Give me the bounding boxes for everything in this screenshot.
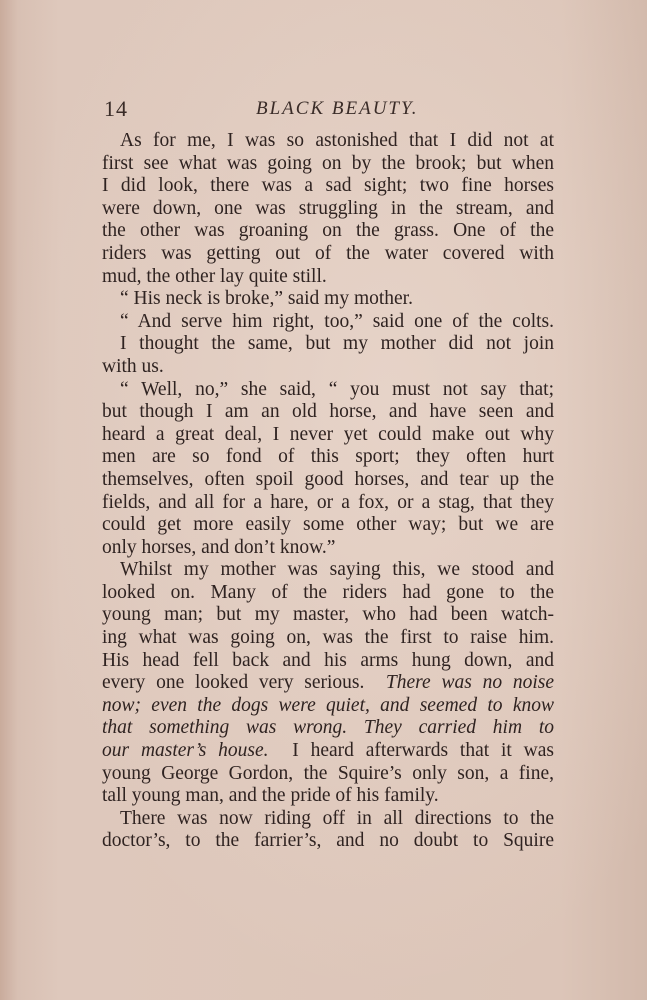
text-line: As for me, I was so astonished that I did not at	[120, 130, 554, 151]
text-line: only horses, and don’t know.”	[102, 536, 336, 558]
text-line: themselves, often spoil good horses, and tear up the	[102, 468, 554, 490]
text-line	[102, 672, 554, 695]
book-title: BLACK BEAUTY.	[256, 98, 419, 119]
text-line: tall young man, and the pride of his family.	[102, 785, 439, 807]
text-segment: every one looked very serious.	[102, 672, 365, 694]
text-line: first see what was going on by the brook; but when	[102, 152, 554, 174]
text-line: ing what was going on, was the first to raise him.	[102, 627, 554, 649]
text-line: young man; but my master, who had been watch-	[102, 604, 554, 626]
text-line: doctor’s, to the farrier’s, and no doubt to Squire	[102, 830, 554, 852]
body-text	[102, 130, 554, 853]
italic-segment: our master’s house.	[102, 740, 269, 762]
text-line: now; even the dogs were quiet, and seemed to know	[102, 694, 554, 716]
text-line: I thought the same, but my mother did not join	[120, 333, 554, 355]
text-line: Whilst my mother was saying this, we stood and	[120, 559, 554, 581]
text-line: were down, one was struggling in the stream, and	[102, 197, 554, 219]
text-line: with us.	[102, 355, 164, 377]
text-line: “ His neck is broke,” said my mother.	[120, 288, 413, 310]
text-line: “ And serve him right, too,” said one of the colts.	[120, 310, 554, 332]
text-line: There was now riding off in all directions to the	[120, 807, 554, 829]
text-line: mud, the other lay quite still.	[102, 265, 327, 287]
text-line: men are so fond of this sport; they often hurt	[102, 446, 554, 468]
text-line: that something was wrong. They carried him to	[102, 717, 554, 739]
text-line: but though I am an old horse, and have seen and	[102, 401, 554, 423]
italic-segment: There was no noise	[385, 672, 555, 694]
text-line: riders was getting out of the water covered with	[102, 242, 554, 264]
text-line: His head fell back and his arms hung down, and	[102, 649, 554, 671]
text-line: fields, and all for a hare, or a fox, or a stag, that they	[102, 491, 554, 513]
text-line: young George Gordon, the Squire’s only son, a fine,	[102, 762, 554, 784]
text-line: “ Well, no,” she said, “ you must not say that;	[120, 378, 554, 400]
text-line: heard a great deal, I never yet could make out why	[102, 423, 554, 445]
text-line: the other was groaning on the grass. One of the	[102, 220, 554, 242]
page-number: 14	[104, 96, 128, 121]
running-head	[104, 96, 556, 126]
text-line: looked on. Many of the riders had gone to the	[102, 581, 554, 603]
text-line: I did look, there was a sad sight; two fine horses	[102, 175, 554, 197]
text-segment: I heard afterwards that it was	[292, 740, 555, 762]
text-line	[102, 740, 554, 763]
text-line: could get more easily some other way; but we are	[102, 514, 554, 536]
